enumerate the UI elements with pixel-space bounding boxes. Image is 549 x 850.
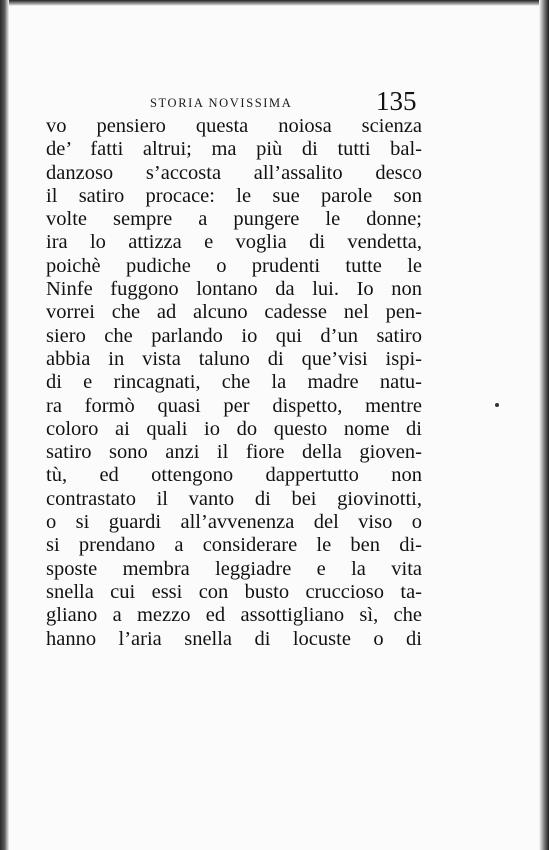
- page-right-edge: [539, 0, 549, 850]
- text-line: volte sempre a pungere le donne;: [46, 208, 422, 231]
- text-line: di e rincagnati, che la madre natu-: [46, 371, 422, 394]
- text-line: sposte membra leggiadre e la vita: [46, 557, 422, 580]
- text-line: hanno l’aria snella di locuste o di: [46, 627, 422, 650]
- text-line: poichè pudiche o prudenti tutte le: [46, 254, 422, 277]
- text-line: satiro sono anzi il fiore della gioven-: [46, 441, 422, 464]
- text-line: ra formò quasi per dispetto, mentre: [46, 394, 422, 417]
- text-line: danzoso s’accosta all’assalito desco: [46, 161, 422, 184]
- paper-speck: [495, 403, 499, 407]
- body-text: [46, 115, 422, 651]
- text-line: gliano a mezzo ed assottigliano sì, che: [46, 604, 422, 627]
- text-line: abbia in vista taluno di que’visi ispi-: [46, 347, 422, 370]
- text-line: tù, ed ottengono dappertutto non: [46, 464, 422, 487]
- running-title: STORIA NOVISSIMA: [150, 96, 293, 110]
- text-line: si prendano a considerare le ben di-: [46, 534, 422, 557]
- text-line: snella cui essi con busto cruccioso ta-: [46, 580, 422, 603]
- page-left-edge: [0, 0, 9, 850]
- text-line: siero che parlando io qui d’un satiro: [46, 324, 422, 347]
- page-number: 135: [376, 86, 417, 116]
- text-line: vo pensiero questa noiosa scienza: [46, 115, 422, 137]
- page-top-edge: [0, 0, 549, 6]
- text-line: de’ fatti altrui; ma più di tutti bal-: [46, 138, 422, 161]
- text-line: ira lo attizza e voglia di vendetta,: [46, 231, 422, 254]
- text-line: contrastato il vanto di bei giovinotti,: [46, 487, 422, 510]
- text-line: vorrei che ad alcuno cadesse nel pen-: [46, 301, 422, 324]
- text-line: o si guardi all’avvenenza del viso o: [46, 511, 422, 534]
- text-line: il satiro procace: le sue parole son: [46, 184, 422, 207]
- text-line: Ninfe fuggono lontano da lui. Io non: [46, 278, 422, 301]
- text-line: coloro ai quali io do questo nome di: [46, 417, 422, 440]
